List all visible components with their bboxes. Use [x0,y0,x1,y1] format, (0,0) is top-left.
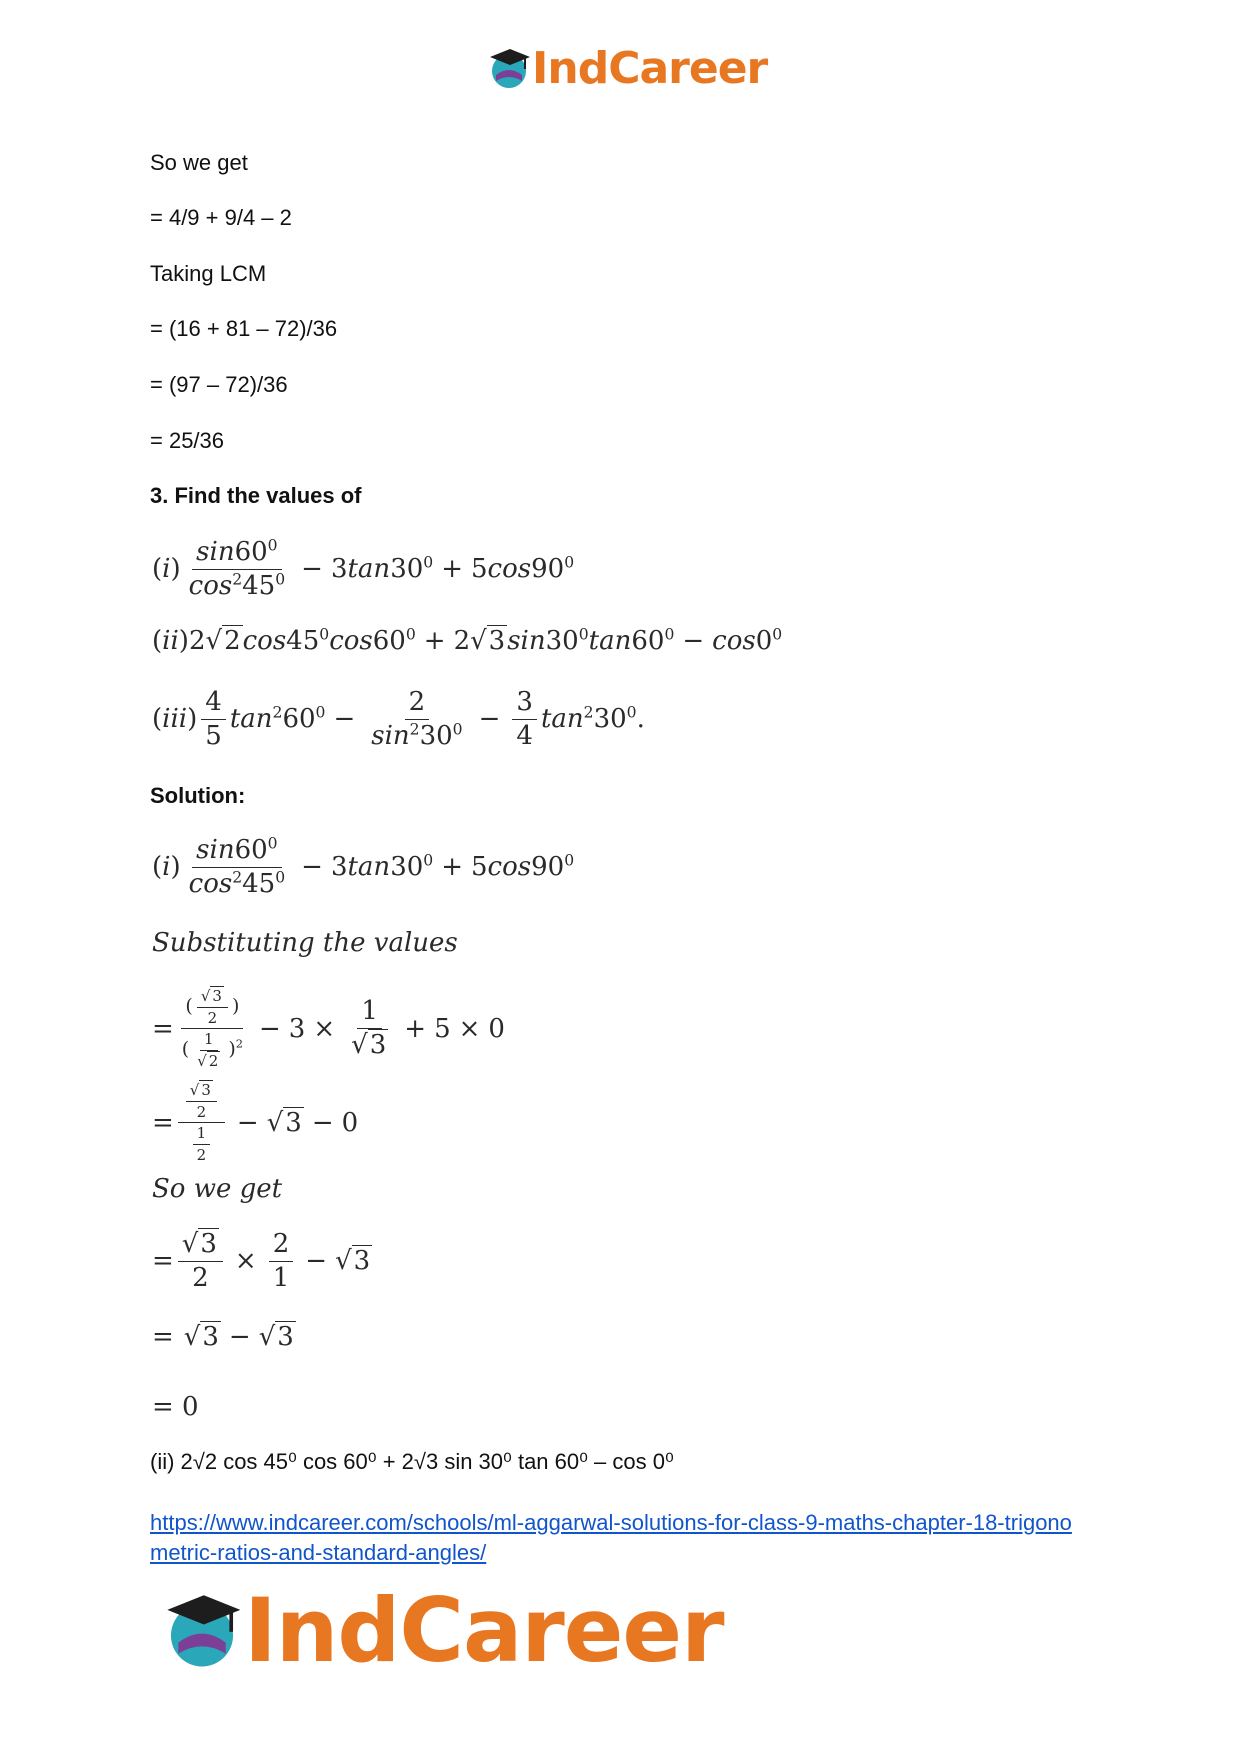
text-line: = (97 – 72)/36 [150,372,288,397]
header-logo [486,40,767,96]
question-heading: 3. Find the values of [150,483,362,508]
question-part-i: (i) $\frac{\sin 60^0}{\cos^245^0}$ − $3\tan 30^0$ + $5\cos 90^0$ [152,536,575,601]
footer-logo [160,1580,724,1680]
question-part-iii: (iii) $\frac{4}{5}$ $\tan^260^0$ − $\frac{2}{\sin^230^0}$ − $\frac{3}{4}$ $\tan^230^0$. [152,687,645,751]
part-ii-text: (ii) 2√2 cos 45⁰ cos 60⁰ + 2√3 sin 30⁰ tan 60⁰ – cos 0⁰ [150,1449,674,1474]
solution-part-i-expression: (i) $\frac{\sin 60^0}{\cos^245^0}$ − $3\tan 30^0$ + $5\cos 90^0$ [152,834,575,899]
solution-heading: Solution: [150,783,246,808]
logo-text: IndCareer [532,42,768,94]
solution-result: = 0 [152,1392,199,1422]
solution-step-1: = ( $\frac{√ 3}{2}$ ) ( $\frac{1}{√ 2}$ )$^2$ − 3 × $\frac{1}{√3}$ + 5 × 0 [152,987,505,1070]
text-line: = (16 + 81 – 72)/36 [150,316,338,341]
graduation-cap-globe-icon [486,45,532,91]
solution-step-3: = $\frac{√3}{2}$ × $\frac{2}{1}$ − √3 [152,1229,371,1293]
graduation-cap-globe-icon [160,1588,244,1672]
text-line: Taking LCM [150,261,267,286]
text-line: So we get [150,150,248,175]
question-part-ii: $(ii)2√2\cos 45^0\cos 60^0$ + $2√3\sin 30^0\tan 60^0$ − $\cos 0^0$ [152,625,783,656]
substituting-text: Substituting the values [152,928,458,958]
solution-step-2: = $\frac{\frac{√ 3}{2}}{\frac{1}{2}}$ − √3 − 0 [152,1081,359,1164]
logo-text: IndCareer [244,1578,724,1682]
solution-step-4: = √3 − √3 [152,1322,294,1352]
source-link[interactable]: https://www.indcareer.com/schools/ml-aggarwal-solutions-for-class-9-maths-chapter-18-trigonometric-ratios-and-standard-angles/ [150,1510,1072,1565]
text-line: = 4/9 + 9/4 – 2 [150,205,292,230]
so-we-get-text: So we get [152,1174,283,1204]
text-line: = 25/36 [150,428,225,453]
